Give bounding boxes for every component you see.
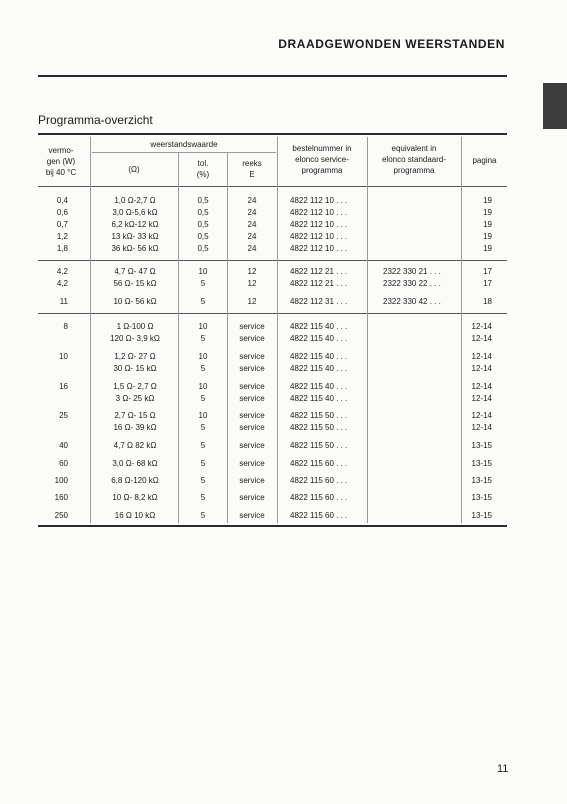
- cell-tolerantie: 0,5: [197, 220, 209, 229]
- cell-weerstand: 1,2 Ω- 27 Ω: [114, 352, 156, 361]
- cell-weerstand: 1,0 Ω-2,7 Ω: [114, 196, 156, 205]
- cell-weerstand: 10 Ω- 8,2 kΩ: [112, 493, 158, 502]
- cell-bestelnummer: 4822 115 50 . . .: [290, 411, 348, 420]
- header-reeks: reeks E: [242, 159, 262, 179]
- cell-weerstand: 56 Ω- 15 kΩ: [113, 279, 157, 288]
- cell-tolerantie: 5: [200, 476, 206, 485]
- cell-tolerantie: 10: [198, 411, 208, 420]
- table-bottom-rule: [38, 525, 507, 527]
- cell-reeks: 12: [247, 267, 257, 276]
- cell-tolerantie: 0,5: [197, 232, 209, 241]
- header-vermogen: vermo- gen (W) bij 40 °C: [45, 146, 77, 177]
- column-divider: [367, 137, 368, 523]
- cell-weerstand: 3 Ω- 25 kΩ: [115, 394, 155, 403]
- cell-bestelnummer: 4822 115 50 . . .: [290, 441, 348, 450]
- cell-weerstand: 6,8 Ω-120 kΩ: [111, 476, 159, 485]
- cell-weerstand: 30 Ω- 15 kΩ: [113, 364, 157, 373]
- cell-bestelnummer: 4822 115 40 . . .: [290, 352, 348, 361]
- column-divider: [90, 137, 91, 523]
- cell-vermogen: 0,4: [56, 196, 68, 205]
- header-tol: tol. (%): [196, 159, 210, 179]
- header-weerstandswaarde-rule: [92, 152, 276, 153]
- cell-bestelnummer: 4822 112 10 . . .: [290, 208, 348, 217]
- cell-equivalent: 2322 330 42 . . .: [383, 297, 441, 306]
- thumb-index-tab: [543, 83, 567, 129]
- cell-vermogen: 0,7: [56, 220, 68, 229]
- cell-bestelnummer: 4822 115 40 . . .: [290, 334, 348, 343]
- header-pagina: pagina: [472, 156, 497, 165]
- cell-bestelnummer: 4822 112 31 . . .: [290, 297, 348, 306]
- cell-weerstand: 10 Ω- 56 kΩ: [113, 297, 157, 306]
- header-weerstandswaarde: weerstandswaarde: [150, 140, 218, 149]
- cell-tolerantie: 5: [200, 441, 206, 450]
- cell-tolerantie: 5: [200, 459, 206, 468]
- cell-tolerantie: 5: [200, 334, 206, 343]
- cell-vermogen: 25: [59, 411, 68, 420]
- cell-weerstand: 4,7 Ω 82 kΩ: [113, 441, 157, 450]
- cell-pagina: 18: [483, 297, 492, 306]
- cell-vermogen: 1,2: [56, 232, 68, 241]
- cell-vermogen: 11: [59, 297, 68, 306]
- cell-weerstand: 3,0 Ω-5,6 kΩ: [112, 208, 158, 217]
- group-rule-1: [38, 260, 507, 261]
- cell-bestelnummer: 4822 115 40 . . .: [290, 394, 348, 403]
- cell-tolerantie: 5: [200, 511, 206, 520]
- cell-weerstand: 1 Ω-100 Ω: [116, 322, 154, 331]
- cell-reeks: 24: [247, 208, 257, 217]
- cell-reeks: 12: [247, 279, 257, 288]
- cell-pagina: 13-15: [471, 511, 492, 520]
- cell-pagina: 12-14: [471, 322, 492, 331]
- cell-vermogen: 10: [59, 352, 68, 361]
- cell-bestelnummer: 4822 115 50 . . .: [290, 423, 348, 432]
- header-bestelnummer: bestelnummer in elonco service- programma: [292, 144, 352, 175]
- cell-reeks: 24: [247, 244, 257, 253]
- cell-vermogen: 0,6: [56, 208, 68, 217]
- cell-vermogen: 16: [59, 382, 68, 391]
- cell-reeks: service: [239, 411, 265, 420]
- cell-vermogen: 4,2: [56, 267, 68, 276]
- cell-vermogen: 4,2: [56, 279, 68, 288]
- cell-bestelnummer: 4822 112 10 . . .: [290, 244, 348, 253]
- cell-reeks: 24: [247, 196, 257, 205]
- cell-equivalent: 2322 330 22 . . .: [383, 279, 441, 288]
- cell-pagina: 19: [483, 244, 492, 253]
- cell-vermogen: 100: [54, 476, 68, 485]
- cell-reeks: 24: [247, 232, 257, 241]
- cell-bestelnummer: 4822 112 10 . . .: [290, 232, 348, 241]
- cell-tolerantie: 0,5: [197, 244, 209, 253]
- cell-pagina: 12-14: [471, 423, 492, 432]
- cell-weerstand: 4,7 Ω- 47 Ω: [114, 267, 156, 276]
- cell-tolerantie: 5: [200, 423, 206, 432]
- column-divider: [277, 137, 278, 523]
- table-top-rule: [38, 133, 507, 135]
- cell-vermogen: 8: [63, 322, 68, 331]
- cell-pagina: 12-14: [471, 394, 492, 403]
- cell-bestelnummer: 4822 115 60 . . .: [290, 459, 348, 468]
- page-number: 11: [497, 763, 509, 775]
- cell-pagina: 13-15: [471, 459, 492, 468]
- cell-bestelnummer: 4822 115 40 . . .: [290, 364, 348, 373]
- cell-weerstand: 3,0 Ω- 68 kΩ: [112, 459, 158, 468]
- cell-vermogen: 160: [54, 493, 68, 502]
- cell-pagina: 12-14: [471, 411, 492, 420]
- cell-reeks: service: [239, 511, 265, 520]
- cell-reeks: service: [239, 352, 265, 361]
- cell-reeks: service: [239, 334, 265, 343]
- cell-pagina: 12-14: [471, 334, 492, 343]
- cell-weerstand: 13 kΩ- 33 kΩ: [111, 232, 159, 241]
- cell-reeks: service: [239, 382, 265, 391]
- cell-weerstand: 120 Ω- 3,9 kΩ: [110, 334, 160, 343]
- cell-bestelnummer: 4822 112 10 . . .: [290, 196, 348, 205]
- cell-tolerantie: 5: [200, 493, 206, 502]
- cell-reeks: 24: [247, 220, 257, 229]
- cell-vermogen: 60: [59, 459, 68, 468]
- cell-tolerantie: 10: [198, 322, 208, 331]
- cell-vermogen: 250: [54, 511, 68, 520]
- cell-pagina: 13-15: [471, 441, 492, 450]
- group-rule-2: [38, 313, 507, 314]
- cell-tolerantie: 10: [198, 382, 208, 391]
- cell-reeks: service: [239, 459, 265, 468]
- cell-bestelnummer: 4822 115 40 . . .: [290, 322, 348, 331]
- cell-tolerantie: 5: [200, 297, 206, 306]
- cell-reeks: service: [239, 476, 265, 485]
- cell-pagina: 13-15: [471, 493, 492, 502]
- cell-bestelnummer: 4822 115 60 . . .: [290, 493, 348, 502]
- top-rule: [38, 75, 507, 77]
- cell-vermogen: 1,8: [56, 244, 68, 253]
- cell-weerstand: 1,5 Ω- 2,7 Ω: [113, 382, 157, 391]
- cell-tolerantie: 0,5: [197, 196, 209, 205]
- cell-reeks: service: [239, 322, 265, 331]
- column-divider: [178, 153, 179, 523]
- cell-pagina: 17: [483, 279, 492, 288]
- cell-reeks: service: [239, 493, 265, 502]
- cell-weerstand: 16 Ω- 39 kΩ: [113, 423, 157, 432]
- cell-tolerantie: 5: [200, 364, 206, 373]
- header-equivalent: equivalent in elonco standaard- programma: [381, 144, 447, 175]
- cell-pagina: 19: [483, 208, 492, 217]
- cell-tolerantie: 10: [198, 267, 208, 276]
- cell-weerstand: 36 kΩ- 56 kΩ: [111, 244, 159, 253]
- cell-bestelnummer: 4822 112 21 . . .: [290, 267, 348, 276]
- cell-reeks: service: [239, 364, 265, 373]
- cell-weerstand: 6,2 kΩ-12 kΩ: [111, 220, 159, 229]
- cell-tolerantie: 5: [200, 279, 206, 288]
- cell-bestelnummer: 4822 115 40 . . .: [290, 382, 348, 391]
- header-rule: [38, 186, 507, 187]
- cell-pagina: 19: [483, 232, 492, 241]
- cell-bestelnummer: 4822 112 21 . . .: [290, 279, 348, 288]
- cell-vermogen: 40: [59, 441, 68, 450]
- section-title: Programma-overzicht: [38, 113, 153, 127]
- page-heading: DRAADGEWONDEN WEERSTANDEN: [278, 37, 505, 51]
- cell-bestelnummer: 4822 115 60 . . .: [290, 476, 348, 485]
- cell-reeks: service: [239, 394, 265, 403]
- cell-reeks: service: [239, 441, 265, 450]
- cell-reeks: 12: [247, 297, 257, 306]
- cell-weerstand: 2,7 Ω- 15 Ω: [114, 411, 156, 420]
- cell-tolerantie: 10: [198, 352, 208, 361]
- cell-tolerantie: 5: [200, 394, 206, 403]
- cell-pagina: 19: [483, 196, 492, 205]
- cell-tolerantie: 0,5: [197, 208, 209, 217]
- cell-pagina: 12-14: [471, 382, 492, 391]
- cell-bestelnummer: 4822 112 10 . . .: [290, 220, 348, 229]
- cell-pagina: 12-14: [471, 364, 492, 373]
- cell-pagina: 13-15: [471, 476, 492, 485]
- cell-weerstand: 16 Ω 10 kΩ: [114, 511, 156, 520]
- cell-bestelnummer: 4822 115 60 . . .: [290, 511, 348, 520]
- cell-reeks: service: [239, 423, 265, 432]
- cell-pagina: 12-14: [471, 352, 492, 361]
- header-ohm: (Ω): [128, 165, 140, 174]
- cell-equivalent: 2322 330 21 . . .: [383, 267, 441, 276]
- cell-pagina: 19: [483, 220, 492, 229]
- cell-pagina: 17: [483, 267, 492, 276]
